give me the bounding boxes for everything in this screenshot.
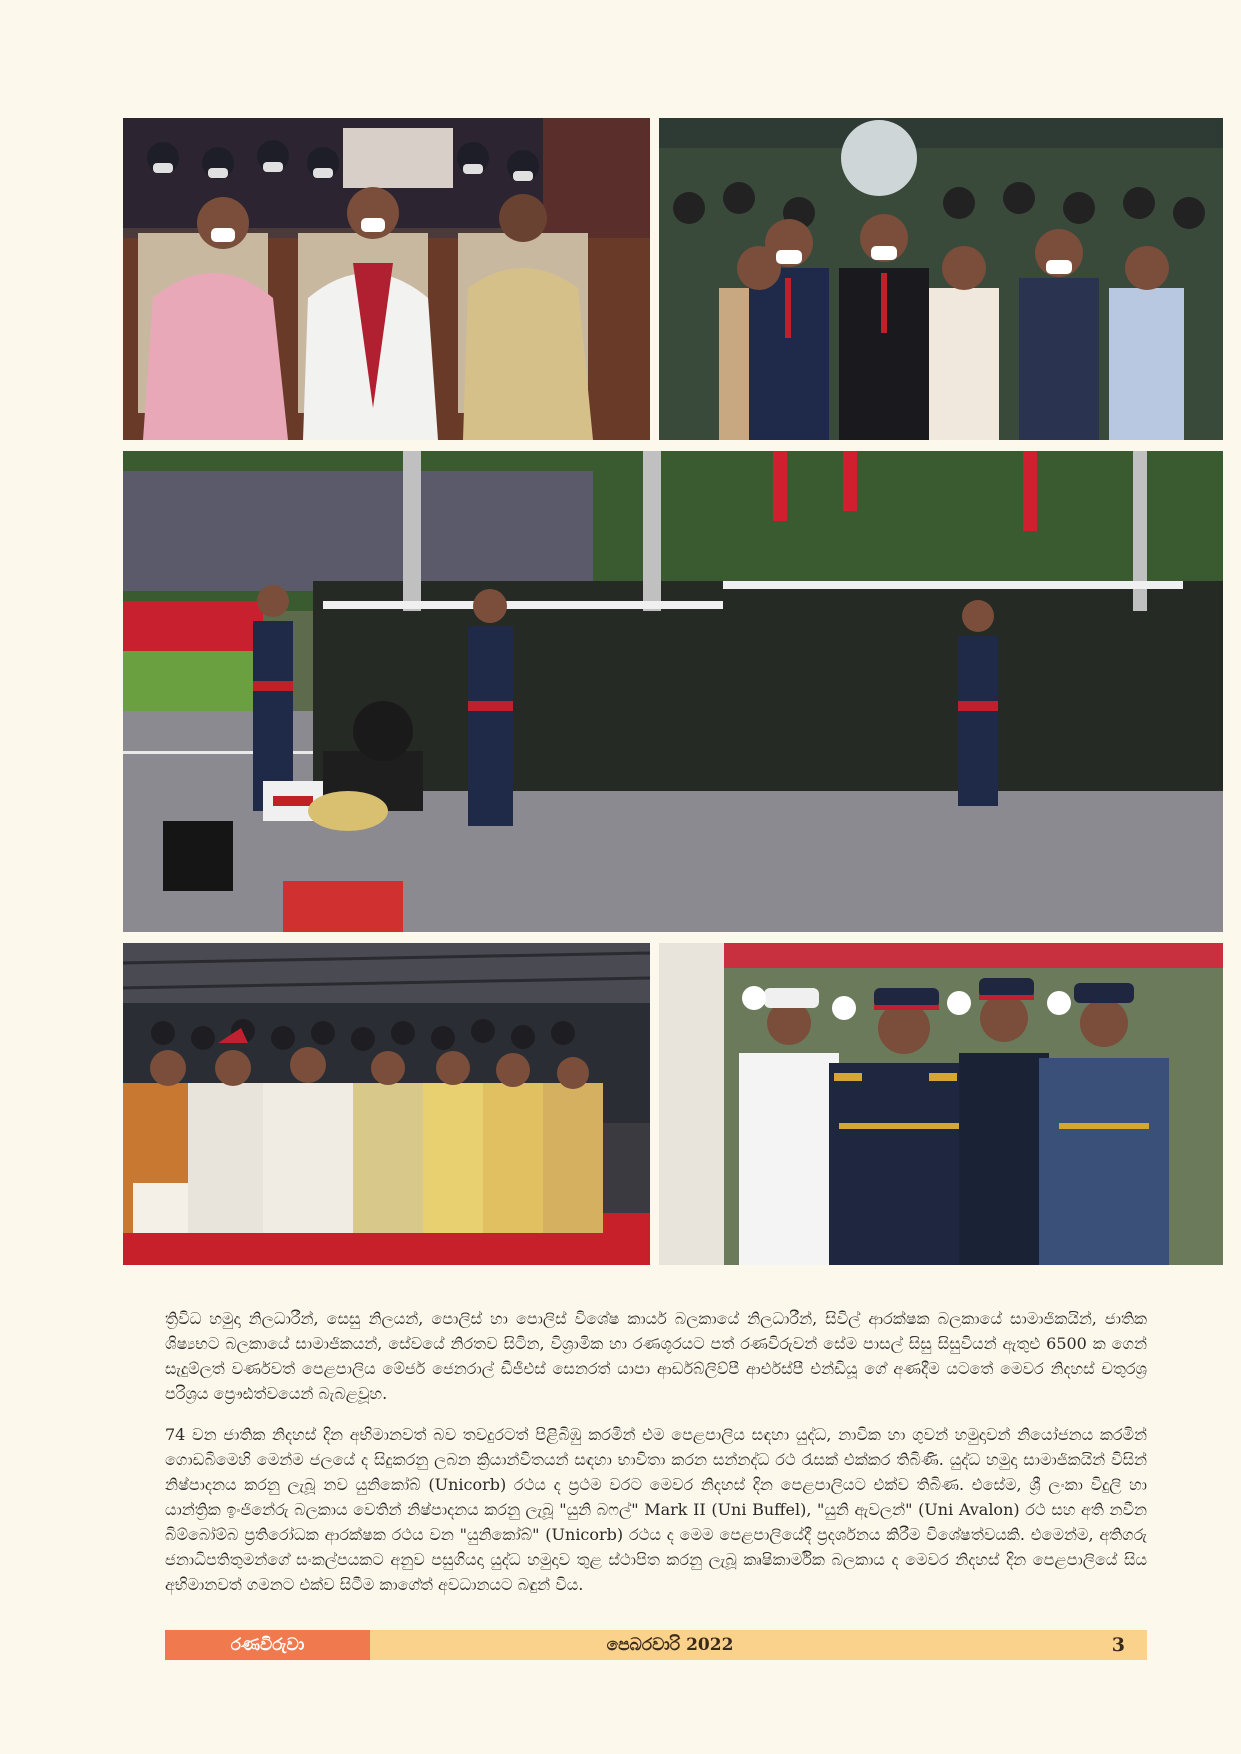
photo-dignitaries-seated <box>123 118 650 440</box>
body-paragraph-1: ත්‍රිවිධ හමුදා නිලධාරීන්, සෙසු නිලයන්, පොලිස් හා පොලිස් විශේෂ කාර්ය බලකායේ නිලධාරීන්, සිවිල් ආරක්ෂක බලකායේ සාමාජිකයින්, ජාතික ශිෂ්‍යභට බලකායේ සාමාජිකයන්, සේවයේ නිරතව සිටින, විශ්‍රාමික හා රණශූරයට පත් රණවිරුවන් සේම පාසල් සිසු සිසුවියන් ඇතුළු 6500 ක ගෙන් සැදුම්ලත් වර්ණවත් පෙළපාලිය මේජර් ජෙනරාල් ඩීජීඑස් සෙනරත් යාපා ආර්ඩබ්ලිව්පී ආර්එස්පී එන්ඩියූ ගේ අණදීම යටතේ මෙවර නිදහස් චතුරශ්‍ර පරිශ්‍රය ප්‍රෞඪත්වයෙන් බැබළවූහ. <box>165 1309 1147 1403</box>
body-paragraph-2: 74 වන ජාතික නිදහස් දින අභිමානවත් බව තවදුරටත් පිළිබිඹු කරමින් එම පෙළපාලිය සඳහා යුද්ධ, නාවික හා ගුවන් හමුදාවන් නියෝජනය කරමින් ගොඩබිමෙහි මෙන්ම ජලයේ ද සිදුකරනු ලබන ක්‍රියාන්විතයන් සඳහා භාවිතා කරන සන්නද්ධ රථ රැසක් එක්කර තිබිණි. යුද්ධ හමුදා සාමාජිකයින් විසින් නිෂ්පාදනය කරනු ලැබූ නව යුනිකෝබ් (Unicorb) රථය ද ප්‍රථම වරට මෙවර නිදහස් දින පෙළපාලියට එක්ව තිබිණ. එසේම, ශ්‍රී ලංකා විදුලි හා යාන්ත්‍රික ඉංජිනේරු බලකාය වෙතින් නිෂ්පාදනය කරනු ලැබූ "යුනි බෆල්" Mark II (Uni Buffel), "යුනි ඇවලන්" (Uni Avalon) රථ සහ අති නවීන බිම්බෝම්බ ප්‍රතිරෝධක ආරක්ෂක රථය වන "යුනිකෝබ්" (Unicorb) රථය ද මෙම පෙළපාලියේදී ප්‍රදර්ශනය කිරීම විශේෂත්වයකි. එමෙන්ම, අතිගරු ජනාධිපතිතුමන්ගේ සංකල්පයකට අනුව පසුගියදා යුද්ධ හමුදාව තුළ ස්ථාපිත කරනු ලැබූ කෘෂිකාර්මික බලකාය ද මෙවර නිදහස් දින පෙළපාලියේ සිය අභිමානවත් ගමනට එක්ව සිටීම කාගේත් අවධානයට බඳුන් විය. <box>165 1425 1147 1594</box>
footer-bar <box>370 1630 1147 1660</box>
footer-publication-name: රණවිරුවා <box>165 1630 370 1660</box>
photo-parade-march <box>123 451 1223 932</box>
page-footer <box>165 1630 1147 1660</box>
page-number: 3 <box>1111 1634 1125 1656</box>
photo-officers-salute <box>659 943 1223 1265</box>
photo-officials-standing <box>659 118 1223 440</box>
footer-date: පෙබරවාරි 2022 <box>606 1635 734 1655</box>
photo-guests-stand <box>123 943 650 1265</box>
